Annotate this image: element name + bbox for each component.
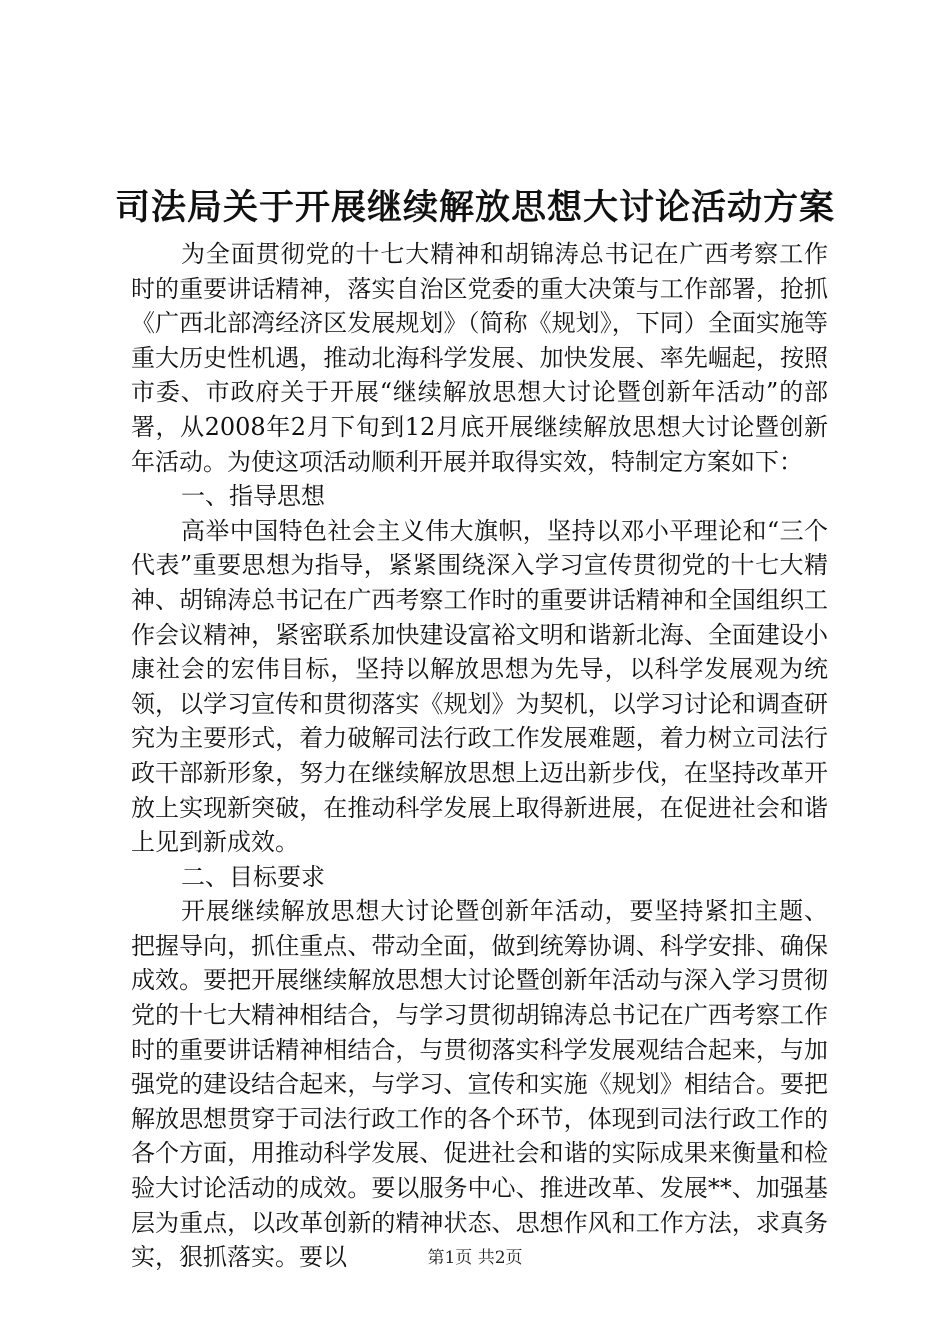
page-footer: 第1页 共2页 <box>427 1248 523 1268</box>
section-heading-goals: 二、目标要求 <box>181 862 325 891</box>
section-heading-guiding-thought: 一、指导思想 <box>181 482 325 511</box>
document-title: 司法局关于开展继续解放思想大讨论活动方案 <box>114 187 835 228</box>
intro-paragraph: 为全面贯彻党的十七大精神和胡锦涛总书记在广西考察工作时的重要讲话精神，落实自治区党委的重大决策与工作部署，抢抓《广西北部湾经济区发展规划》（简称《规划》，下同）全面实施等重大历史性机遇，推动北海科学发展、加快发展、率先崛起，按照市委、市政府关于开展“继续解放思想大讨论暨创新年活动”的部署，从2008年2月下旬到12月底开展继续解放思想大讨论暨创新年活动。为使这项活动顺利开展并取得实效，特制定方案如下： <box>131 240 828 476</box>
goals-paragraph: 开展继续解放思想大讨论暨创新年活动，要坚持紧扣主题、把握导向，抓住重点、带动全面，做到统筹协调、科学安排、确保成效。要把开展继续解放思想大讨论暨创新年活动与深入学习贯彻党的十七大精神相结合，与学习贯彻胡锦涛总书记在广西考察工作时的重要讲话精神相结合，与贯彻落实科学发展观结合起来，与加强党的建设结合起来，与学习、宣传和实施《规划》相结合。要把解放思想贯穿于司法行政工作的各个环节，体现到司法行政工作的各个方面，用推动科学发展、促进社会和谐的实际成果来衡量和检验大讨论活动的成效。要以服务中心、推进改革、发展**、加强基层为重点，以改革创新的精神状态、思想作风和工作方法，求真务实，狠抓落实。要以 <box>131 897 828 1272</box>
document-body <box>131 237 828 1275</box>
guiding-thought-paragraph: 高举中国特色社会主义伟大旗帜，坚持以邓小平理论和“三个代表”重要思想为指导，紧紧围绕深入学习宣传贯彻党的十七大精神、胡锦涛总书记在广西考察工作时的重要讲话精神和全国组织工作会议精神，紧密联系加快建设富裕文明和谐新北海、全面建设小康社会的宏伟目标，坚持以解放思想为先导，以科学发展观为统领，以学习宣传和贯彻落实《规划》为契机，以学习讨论和调查研究为主要形式，着力破解司法行政工作发展难题，着力树立司法行政干部新形象，努力在继续解放思想上迈出新步伐，在坚持改革开放上实现新突破，在推动科学发展上取得新进展，在促进社会和谐上见到新成效。 <box>131 516 828 857</box>
